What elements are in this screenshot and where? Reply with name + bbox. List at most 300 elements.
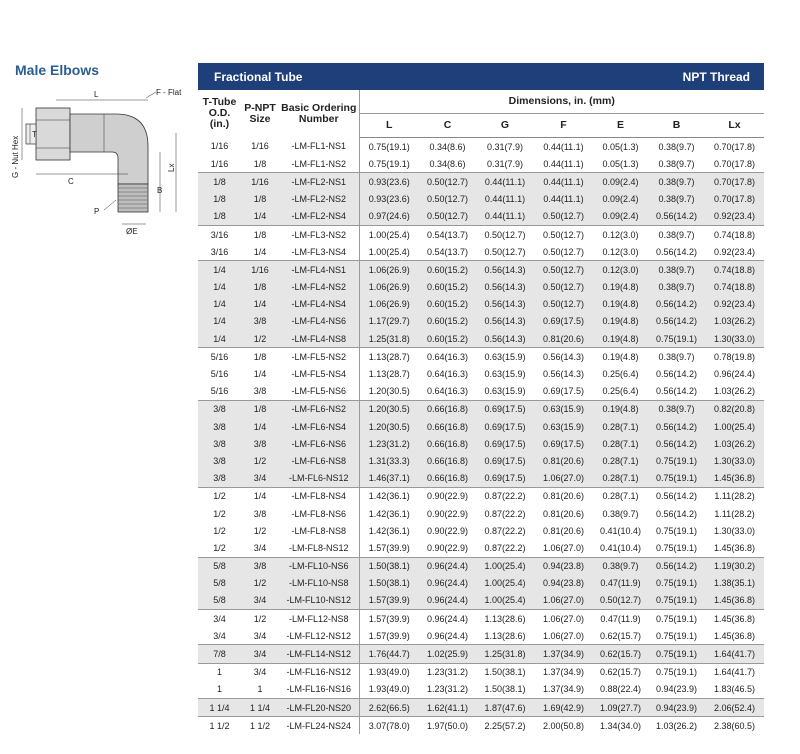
c-cell: 0.66(16.8) [419,470,476,488]
dim-label-l: L [94,90,99,99]
lx-cell: 0.70(17.8) [705,173,764,191]
lx-cell: 0.74(18.8) [705,225,764,243]
b-cell: 0.56(14.2) [648,487,705,505]
b-cell: 0.75(19.1) [648,330,705,348]
header-col-f: F [534,114,593,138]
l-cell: 2.62(66.5) [359,699,419,717]
c-cell: 0.64(16.3) [426,386,469,397]
header-ordering-number: Basic Ordering Number [279,90,359,138]
l-cell: 1.46(37.1) [359,470,419,488]
f-cell: 0.81(20.6) [542,525,585,536]
dim-label-oe: ØE [126,227,138,236]
e-cell: 0.38(9.7) [593,557,648,575]
g-cell: 0.50(12.7) [476,225,534,243]
table-row [198,330,764,348]
c-cell: 0.54(13.7) [419,225,476,243]
ordering-number-cell: -LM-FL16-NS12 [279,663,359,681]
elbow-body-shape [70,114,148,184]
l-cell: 1.00(25.4) [359,225,419,243]
tube-od-cell: 1 1/4 [198,699,241,717]
p-npt-cell: 1/4 [241,418,279,435]
f-cell: 0.69(17.5) [534,435,593,452]
lx-cell: 1.00(25.4) [705,418,764,435]
b-cell: 0.75(19.1) [648,610,705,628]
lx-cell: 0.92(23.4) [714,246,756,257]
b-cell: 0.75(19.1) [655,630,698,641]
c-cell: 0.90(22.9) [426,542,469,553]
c-cell: 0.60(15.2) [419,313,476,330]
b-cell: 0.38(9.7) [658,158,695,169]
ordering-number-cell: -LM-FL12-NS8 [279,610,359,628]
dim-label-t: T [32,130,37,139]
header-col-b: B [648,114,705,138]
p-npt-cell: 1/8 [241,348,279,366]
lx-cell: 0.70(17.8) [714,141,756,152]
g-cell: 0.56(14.3) [476,313,534,330]
g-cell: 0.56(14.3) [476,261,534,279]
e-cell: 0.28(7.1) [593,470,648,488]
b-cell: 0.75(19.1) [648,645,705,663]
lx-cell: 0.82(20.8) [705,400,764,418]
table-row [198,296,764,313]
table-row [198,191,764,208]
e-cell: 0.12(3.0) [593,225,648,243]
tube-od-cell: 5/16 [210,369,229,380]
l-cell: 1.93(49.0) [359,663,419,681]
dim-label-lx: Lx [167,163,176,172]
e-cell: 0.12(3.0) [593,261,648,279]
b-cell: 0.75(19.1) [655,542,698,553]
l-cell: 1.23(31.2) [359,435,419,452]
e-cell: 0.19(4.8) [593,313,648,330]
e-cell: 0.88(22.4) [599,684,642,695]
ordering-number-cell: -LM-FL5-NS6 [279,383,359,401]
g-cell: 0.56(14.3) [476,279,534,296]
nut-hex-shape [36,108,70,160]
e-cell: 0.28(7.1) [593,418,648,435]
ordering-number-cell: -LM-FL4-NS1 [279,261,359,279]
c-cell: 0.96(24.4) [419,610,476,628]
table-row [198,610,764,628]
p-npt-cell: 3/4 [241,470,279,488]
p-npt-cell: 1/4 [253,369,267,380]
l-cell: 1.42(36.1) [368,508,410,519]
lx-cell: 0.78(19.8) [705,348,764,366]
e-cell: 0.25(6.4) [602,386,639,397]
e-cell: 0.47(11.9) [593,610,648,628]
ordering-number-cell: -LM-FL10-NS8 [279,575,359,592]
e-cell: 0.09(2.4) [593,191,648,208]
table-row [198,383,764,401]
c-cell: 0.50(12.7) [419,191,476,208]
e-cell: 0.25(6.4) [602,369,639,380]
f-cell: 0.81(20.6) [542,508,585,519]
p-npt-cell: 3/4 [241,645,279,663]
ordering-number-cell: -LM-FL3-NS4 [279,243,359,261]
ordering-number-cell: -LM-FL2-NS4 [279,208,359,226]
f-cell: 0.50(12.7) [534,296,593,313]
e-cell: 0.28(7.1) [593,435,648,452]
b-cell: 0.56(14.2) [648,296,705,313]
table-row [198,279,764,296]
ordering-number-cell: -LM-FL1-NS2 [279,155,359,173]
table-row [198,313,764,330]
g-cell: 0.63(15.9) [484,369,526,380]
tube-od-cell: 3/8 [198,418,241,435]
c-cell: 0.90(22.9) [426,508,469,519]
lx-cell: 1.45(36.8) [705,470,764,488]
table-row [198,452,764,469]
g-cell: 0.69(17.5) [476,452,534,469]
c-cell: 1.23(31.2) [419,663,476,681]
g-cell: 0.69(17.5) [476,470,534,488]
c-cell: 0.50(12.7) [419,208,476,226]
table-row [198,435,764,452]
c-cell: 0.60(15.2) [419,296,476,313]
b-cell: 0.75(19.1) [648,470,705,488]
e-cell: 0.19(4.8) [593,400,648,418]
table-row [198,348,764,366]
ordering-number-cell: -LM-FL2-NS2 [279,191,359,208]
ordering-number-cell: -LM-FL12-NS12 [279,627,359,645]
g-cell: 0.56(14.3) [476,296,534,313]
c-cell: 1.02(25.9) [419,645,476,663]
p-npt-cell: 3/8 [241,313,279,330]
e-cell: 0.28(7.1) [593,452,648,469]
ordering-number-cell: -LM-FL8-NS4 [279,487,359,505]
l-cell: 1.17(29.7) [359,313,419,330]
e-cell: 0.62(15.7) [599,630,642,641]
g-cell: 0.87(22.2) [484,525,526,536]
g-cell: 2.25(57.2) [476,717,534,735]
f-cell: 0.63(15.9) [534,418,593,435]
lx-cell: 1.03(26.2) [705,313,764,330]
tube-od-cell: 3/16 [210,246,229,257]
g-cell: 1.50(38.1) [476,663,534,681]
table-row [198,138,764,156]
g-cell: 0.69(17.5) [476,418,534,435]
g-cell: 1.87(47.6) [476,699,534,717]
b-cell: 0.75(19.1) [648,663,705,681]
tube-od-cell: 1/4 [198,296,241,313]
c-cell: 0.60(15.2) [419,279,476,296]
l-cell: 1.00(25.4) [368,246,410,257]
l-cell: 1.06(26.9) [359,296,419,313]
dim-label-f-flat: F - Flat [156,88,182,97]
header-tube-od: T-Tube O.D. (in.) [202,96,237,131]
p-npt-cell: 1/2 [241,452,279,469]
tube-od-cell: 5/8 [198,575,241,592]
ordering-number-cell: -LM-FL1-NS1 [279,138,359,156]
lx-cell: 1.03(26.2) [714,386,756,397]
tube-od-cell: 3/8 [198,400,241,418]
l-cell: 1.20(30.5) [368,386,410,397]
b-cell: 0.56(14.2) [655,246,698,257]
ordering-number-cell: -LM-FL3-NS2 [279,225,359,243]
header-col-c: C [419,114,476,138]
l-cell: 0.93(23.6) [359,191,419,208]
e-cell: 0.05(1.3) [602,158,639,169]
g-cell: 0.63(15.9) [484,386,526,397]
lx-cell: 1.30(33.0) [705,330,764,348]
lx-cell: 2.06(52.4) [705,699,764,717]
lx-cell: 1.64(41.7) [705,645,764,663]
l-cell: 1.50(38.1) [359,557,419,575]
table-row [198,681,764,699]
l-cell: 0.75(19.1) [368,141,410,152]
f-cell: 0.50(12.7) [542,246,585,257]
p-npt-cell: 1 1/4 [241,699,279,717]
e-cell: 0.19(4.8) [593,296,648,313]
table-row [198,470,764,488]
f-cell: 0.44(11.1) [534,191,593,208]
tube-od-cell: 5/8 [198,557,241,575]
p-npt-cell: 1/8 [241,225,279,243]
tube-od-cell: 1/4 [198,330,241,348]
tube-od-cell: 7/8 [198,645,241,663]
b-cell: 1.03(26.2) [648,717,705,735]
l-cell: 1.20(30.5) [359,400,419,418]
tube-od-cell: 3/16 [198,225,241,243]
p-npt-cell: 3/8 [241,435,279,452]
lx-cell: 0.70(17.8) [714,158,756,169]
l-cell: 3.07(78.0) [359,717,419,735]
e-cell: 0.62(15.7) [593,645,648,663]
tube-od-cell: 5/16 [210,386,229,397]
tube-od-cell: 5/8 [198,592,241,610]
l-cell: 1.13(28.7) [368,369,410,380]
e-cell: 0.05(1.3) [602,141,639,152]
tube-od-cell: 3/4 [198,610,241,628]
tube-od-cell: 1/8 [198,208,241,226]
g-cell: 0.44(11.1) [476,208,534,226]
l-cell: 0.97(24.6) [359,208,419,226]
e-cell: 0.47(11.9) [593,575,648,592]
dim-label-p: P [94,207,100,216]
dim-label-g-nut-hex: G - Nut Hex [11,135,20,178]
ordering-number-cell: -LM-FL5-NS2 [279,348,359,366]
lx-cell: 1.45(36.8) [714,542,756,553]
b-cell: 0.38(9.7) [648,173,705,191]
b-cell: 0.38(9.7) [648,279,705,296]
table-row [198,400,764,418]
lx-cell: 0.74(18.8) [705,279,764,296]
header-p-npt: P-NPT Size [244,101,276,125]
p-npt-cell: 3/8 [253,386,267,397]
b-cell: 0.75(19.1) [648,452,705,469]
ordering-number-cell: -LM-FL6-NS6 [279,435,359,452]
f-cell: 1.06(27.0) [542,542,585,553]
f-cell: 1.69(42.9) [534,699,593,717]
c-cell: 0.60(15.2) [419,330,476,348]
c-cell: 1.62(41.1) [419,699,476,717]
p-npt-cell: 1/2 [253,525,267,536]
f-cell: 1.06(27.0) [534,610,593,628]
e-cell: 1.09(27.7) [593,699,648,717]
g-cell: 0.44(11.1) [476,173,534,191]
l-cell: 1.06(26.9) [359,279,419,296]
banner-fractional-tube: Fractional Tube [214,69,303,84]
p-npt-cell: 1/2 [241,610,279,628]
f-cell: 0.50(12.7) [534,225,593,243]
f-cell: 0.56(14.3) [534,348,593,366]
e-cell: 0.62(15.7) [593,663,648,681]
table-row [198,663,764,681]
lx-cell: 0.96(24.4) [714,369,756,380]
l-cell: 1.25(31.8) [359,330,419,348]
header-col-e: E [593,114,648,138]
l-cell: 1.50(38.1) [359,575,419,592]
b-cell: 0.56(14.2) [648,435,705,452]
b-cell: 0.56(14.2) [655,369,698,380]
f-cell: 1.37(34.9) [534,645,593,663]
e-cell: 0.38(9.7) [602,508,639,519]
banner-npt-thread: NPT Thread [682,69,750,84]
tube-od-cell: 1 1/2 [198,717,241,735]
c-cell: 0.66(16.8) [419,435,476,452]
c-cell: 0.54(13.7) [426,246,469,257]
ordering-number-cell: -LM-FL10-NS6 [279,557,359,575]
tube-od-cell: 1/4 [198,261,241,279]
f-cell: 1.37(34.9) [534,663,593,681]
l-cell: 1.57(39.9) [368,542,410,553]
f-cell: 0.81(20.6) [534,487,593,505]
f-cell: 0.50(12.7) [534,208,593,226]
c-cell: 0.66(16.8) [419,400,476,418]
e-cell: 0.12(3.0) [602,246,639,257]
e-cell: 0.41(10.4) [599,525,642,536]
f-cell: 2.00(50.8) [534,717,593,735]
g-cell: 0.44(11.1) [476,191,534,208]
l-cell: 1.13(28.7) [359,348,419,366]
c-cell: 0.66(16.8) [419,452,476,469]
l-cell: 1.20(30.5) [359,418,419,435]
header-col-l: L [359,114,419,138]
table-row [198,557,764,575]
ordering-number-cell: -LM-FL4-NS4 [279,296,359,313]
g-cell: 0.31(7.9) [486,141,524,152]
l-cell: 1.31(33.3) [359,452,419,469]
p-npt-cell: 1/16 [241,261,279,279]
lx-cell: 1.83(46.5) [714,684,756,695]
g-cell: 0.87(22.2) [484,542,526,553]
c-cell: 0.34(8.6) [429,141,466,152]
p-npt-cell: 1/4 [253,246,267,257]
header-col-lx: Lx [705,114,764,138]
tube-od-cell: 3/8 [198,470,241,488]
c-cell: 0.96(24.4) [419,575,476,592]
ordering-number-cell: -LM-FL4-NS2 [279,279,359,296]
b-cell: 0.56(14.2) [655,508,698,519]
tube-od-cell: 1/8 [198,173,241,191]
f-cell: 1.37(34.9) [542,684,585,695]
table-row [198,243,764,261]
c-cell: 0.96(24.4) [426,630,469,641]
lx-cell: 0.74(18.8) [705,261,764,279]
c-cell: 0.50(12.7) [419,173,476,191]
b-cell: 0.38(9.7) [648,400,705,418]
c-cell: 0.34(8.6) [429,158,466,169]
f-cell: 0.69(17.5) [534,313,593,330]
f-cell: 0.44(11.1) [543,141,584,152]
g-cell: 1.00(25.4) [476,557,534,575]
table-row [198,225,764,243]
e-cell: 0.09(2.4) [593,208,648,226]
l-cell: 1.42(36.1) [359,487,419,505]
b-cell: 0.56(14.2) [655,386,698,397]
lx-cell: 1.38(35.1) [705,575,764,592]
male-elbow-diagram [8,88,198,243]
f-cell: 0.94(23.8) [534,557,593,575]
l-cell: 1.93(49.0) [368,684,410,695]
f-cell: 0.44(11.1) [534,173,593,191]
g-cell: 1.50(38.1) [484,684,526,695]
c-cell: 0.60(15.2) [419,261,476,279]
p-npt-cell: 1/8 [241,279,279,296]
ordering-number-cell: -LM-FL4-NS8 [279,330,359,348]
ordering-number-cell: -LM-FL14-NS12 [279,645,359,663]
table-body [198,138,764,735]
lx-cell: 1.19(30.2) [705,557,764,575]
dimensions-table [198,63,764,734]
p-npt-cell: 3/8 [241,557,279,575]
ordering-number-cell: -LM-FL8-NS12 [279,539,359,557]
dim-label-b: B [157,186,163,195]
f-cell: 0.81(20.6) [534,330,593,348]
c-cell: 0.64(16.3) [419,348,476,366]
table-row [198,575,764,592]
g-cell: 0.63(15.9) [476,348,534,366]
lx-cell: 1.03(26.2) [705,435,764,452]
f-cell: 0.94(23.8) [534,575,593,592]
ordering-number-cell: -LM-FL24-NS24 [279,717,359,735]
p-npt-cell: 3/4 [253,542,267,553]
c-cell: 1.97(50.0) [419,717,476,735]
c-cell: 0.96(24.4) [419,557,476,575]
table-row [198,487,764,505]
table-row [198,418,764,435]
tube-od-cell: 1/4 [198,279,241,296]
g-cell: 1.13(28.6) [484,630,526,641]
g-cell: 0.69(17.5) [476,435,534,452]
c-cell: 0.90(22.9) [419,487,476,505]
p-npt-cell: 1 [257,684,263,695]
f-cell: 0.56(14.3) [542,369,585,380]
dim-label-c: C [68,177,74,186]
ordering-number-cell: -LM-FL16-NS16 [279,681,359,699]
f-cell: 1.06(27.0) [534,592,593,610]
b-cell: 0.75(19.1) [648,592,705,610]
l-cell: 1.57(39.9) [359,610,419,628]
p-npt-cell: 3/4 [253,630,267,641]
tube-od-cell: 1/16 [210,141,229,152]
b-cell: 0.38(9.7) [648,348,705,366]
l-cell: 1.76(44.7) [359,645,419,663]
f-cell: 0.50(12.7) [534,279,593,296]
e-cell: 0.50(12.7) [593,592,648,610]
f-cell: 0.44(11.1) [543,158,584,169]
p-npt-cell: 1 1/2 [241,717,279,735]
e-cell: 1.34(34.0) [593,717,648,735]
lx-cell: 0.92(23.4) [705,296,764,313]
p-npt-cell: 1/4 [241,296,279,313]
p-npt-cell: 1/2 [241,575,279,592]
b-cell: 0.56(14.2) [648,418,705,435]
p-npt-cell: 3/4 [241,592,279,610]
g-cell: 0.69(17.5) [476,400,534,418]
c-cell: 1.23(31.2) [426,684,469,695]
table-row [198,627,764,645]
